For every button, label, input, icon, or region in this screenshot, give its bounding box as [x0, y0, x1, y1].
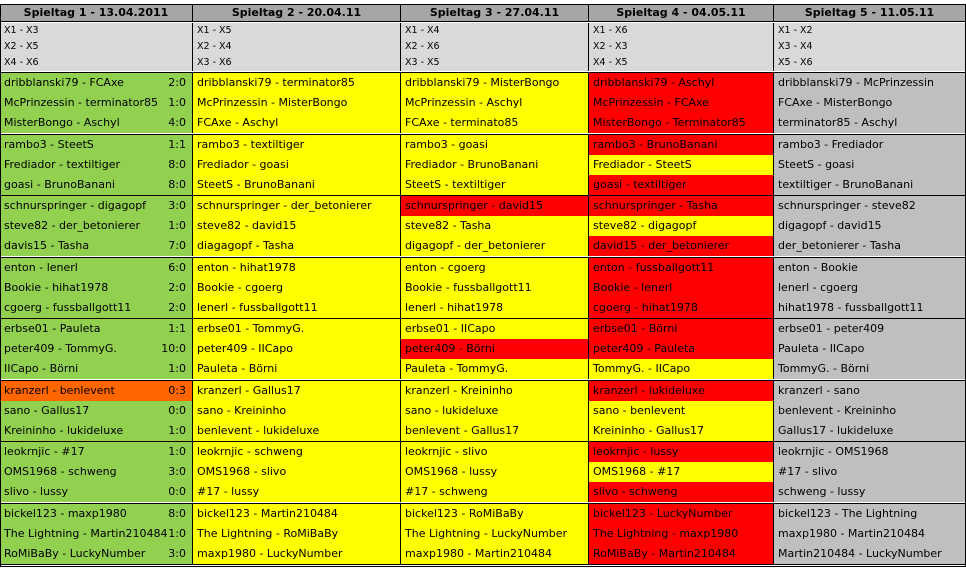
match-row — [0, 196, 193, 216]
match-row — [401, 278, 589, 298]
match-row — [774, 359, 966, 379]
match-row — [0, 175, 193, 195]
match-pairing: dribblanski79 - Aschyl — [593, 76, 715, 89]
match-row — [401, 93, 589, 113]
match-row — [193, 524, 401, 544]
match-pairing: dribblanski79 - MisterBongo — [405, 76, 560, 89]
match-score: 2:0 — [168, 280, 186, 294]
match-pairing: McPrinzessin - FCAxe — [593, 96, 709, 109]
match-pairing: dribblanski79 - FCAxe — [4, 76, 124, 89]
match-row — [589, 504, 774, 524]
match-row — [774, 339, 966, 359]
match-pairing: steve82 - der_betonierer — [4, 219, 140, 232]
match-pairing: Bookie - fussballgott11 — [405, 280, 532, 294]
match-pairing: OMS1968 - lussy — [405, 465, 498, 478]
match-pairing: Bookie - cgoerg — [197, 280, 284, 294]
column-spieltag-4 — [589, 4, 774, 567]
match-row — [193, 401, 401, 421]
match-pairing: leokrnjic - OMS1968 — [778, 445, 889, 458]
match-row — [193, 93, 401, 113]
match-pairing: enton - cgoerg — [405, 260, 486, 274]
match-row — [774, 401, 966, 421]
schedule-pairing: X2 - X6 — [401, 39, 589, 55]
match-pairing: peter409 - IICapo — [197, 342, 293, 355]
match-row — [589, 278, 774, 298]
match-pairing: The Lightning - RoMiBaBy — [197, 526, 339, 540]
match-row — [774, 135, 966, 155]
match-row — [193, 421, 401, 441]
match-score: 1:0 — [168, 423, 186, 437]
schedule-pairing: X2 - X5 — [0, 39, 193, 55]
match-pairing: SteetS - goasi — [778, 157, 855, 171]
match-pairing: bickel123 - LuckyNumber — [593, 506, 733, 520]
match-row — [589, 73, 774, 93]
match-pairing: goasi - BrunoBanani — [4, 177, 115, 191]
match-pairing: #17 - slivo — [778, 465, 838, 478]
schedule-pairing: X1 - X5 — [193, 23, 401, 39]
match-row — [0, 524, 193, 544]
match-row — [193, 175, 401, 195]
match-pairing: kranzerl - lukideluxe — [593, 383, 705, 397]
match-row — [774, 442, 966, 462]
match-pairing: enton - Bookie — [778, 260, 858, 274]
match-pairing: FCAxe - terminato85 — [405, 116, 519, 129]
match-row — [589, 339, 774, 359]
match-row — [0, 359, 193, 379]
match-row — [401, 175, 589, 195]
match-row — [401, 504, 589, 524]
match-row — [193, 298, 401, 318]
match-row — [774, 544, 966, 564]
match-row — [401, 113, 589, 133]
match-pairing: lenerl - cgoerg — [778, 280, 858, 294]
match-row — [401, 339, 589, 359]
match-pairing: lenerl - hihat1978 — [405, 300, 504, 314]
match-row — [193, 73, 401, 93]
match-pairing: The Lightning - Martin210484 — [4, 526, 168, 540]
match-row — [774, 421, 966, 441]
match-pairing: RoMiBaBy - Martin210484 — [593, 546, 736, 560]
match-row — [401, 216, 589, 236]
column-spieltag-1 — [0, 4, 193, 567]
match-row — [589, 236, 774, 256]
match-row — [589, 216, 774, 236]
match-row — [0, 113, 193, 133]
match-row — [0, 73, 193, 93]
match-row — [193, 319, 401, 339]
match-row — [589, 524, 774, 544]
match-row — [401, 155, 589, 175]
match-row — [401, 196, 589, 216]
match-row — [774, 462, 966, 482]
match-pairing: McPrinzessin - Aschyl — [405, 96, 523, 109]
match-pairing: TommyG. - IICapo — [593, 362, 691, 375]
match-pairing: cgoerg - fussballgott11 — [4, 300, 132, 314]
match-row — [193, 135, 401, 155]
match-pairing: sano - lukideluxe — [405, 403, 499, 417]
match-pairing: schnurspringer - Tasha — [593, 199, 718, 212]
match-pairing: SteetS - textiltiger — [405, 177, 506, 191]
match-row — [774, 524, 966, 544]
schedule-pairing: X5 - X6 — [774, 55, 966, 71]
match-row — [774, 93, 966, 113]
match-pairing: kranzerl - benlevent — [4, 383, 115, 397]
match-pairing: benlevent - Kreininho — [778, 403, 897, 417]
match-row — [774, 175, 966, 195]
match-pairing: sano - Gallus17 — [4, 403, 90, 417]
match-row — [0, 135, 193, 155]
match-row — [193, 258, 401, 278]
match-score: 1:0 — [168, 219, 186, 232]
match-row — [774, 196, 966, 216]
match-pairing: davis15 - Tasha — [4, 239, 90, 252]
match-row — [774, 258, 966, 278]
match-pairing: maxp1980 - LuckyNumber — [197, 546, 343, 560]
match-pairing: rambo3 - textiltiger — [197, 137, 305, 151]
match-pairing: cgoerg - hihat1978 — [593, 300, 698, 314]
match-pairing: rambo3 - SteetS — [4, 137, 94, 151]
match-row — [0, 381, 193, 401]
match-row — [774, 381, 966, 401]
match-score: 2:0 — [168, 76, 186, 89]
match-row — [0, 298, 193, 318]
schedule-pairing: X3 - X4 — [774, 39, 966, 55]
match-pairing: erbse01 - TommyG. — [197, 322, 305, 335]
match-pairing: enton - lenerl — [4, 260, 78, 274]
column-spieltag-2 — [193, 4, 401, 567]
divider — [589, 564, 774, 565]
match-pairing: peter409 - Börni — [405, 342, 495, 355]
match-score: 7:0 — [168, 239, 186, 252]
match-pairing: erbse01 - peter409 — [778, 322, 885, 335]
match-pairing: rambo3 - Frediador — [778, 137, 884, 151]
match-score: 1:1 — [168, 137, 186, 151]
match-pairing: maxp1980 - Martin210484 — [405, 546, 552, 560]
schedule-pairing: X4 - X5 — [589, 55, 774, 71]
match-pairing: OMS1968 - #17 — [593, 465, 681, 478]
match-pairing: sano - Kreininho — [197, 403, 287, 417]
match-row — [401, 442, 589, 462]
match-row — [0, 93, 193, 113]
match-pairing: Frediador - textiltiger — [4, 157, 121, 171]
schedule-pairing: X4 - X6 — [0, 55, 193, 71]
match-pairing: Frediador - BrunoBanani — [405, 157, 539, 171]
match-pairing: rambo3 - goasi — [405, 137, 488, 151]
match-row — [0, 319, 193, 339]
match-row — [0, 236, 193, 256]
schedule-pairing: X1 - X6 — [589, 23, 774, 39]
match-row — [589, 155, 774, 175]
match-pairing: steve82 - david15 — [197, 219, 297, 232]
match-pairing: Kreininho - Gallus17 — [593, 423, 705, 437]
match-pairing: IICapo - Börni — [4, 362, 79, 375]
match-pairing: benlevent - lukideluxe — [197, 423, 320, 437]
match-pairing: schnurspringer - digagopf — [4, 199, 147, 212]
match-row — [589, 175, 774, 195]
match-row — [0, 258, 193, 278]
match-pairing: benlevent - Gallus17 — [405, 423, 520, 437]
match-pairing: Pauleta - TommyG. — [405, 362, 509, 375]
column-header: Spieltag 4 - 04.05.11 — [589, 4, 774, 22]
match-pairing: erbse01 - IICapo — [405, 322, 496, 335]
match-pairing: leokrnjic - slivo — [405, 445, 488, 458]
match-score: 6:0 — [168, 260, 186, 274]
match-pairing: textiltiger - BrunoBanani — [778, 177, 914, 191]
match-pairing: Frediador - SteetS — [593, 157, 692, 171]
schedule-pairing: X3 - X6 — [193, 55, 401, 71]
match-pairing: maxp1980 - Martin210484 — [778, 526, 925, 540]
match-pairing: Frediador - goasi — [197, 157, 289, 171]
match-score: 1:0 — [168, 96, 186, 109]
match-row — [193, 381, 401, 401]
match-pairing: erbse01 - Börni — [593, 322, 678, 335]
match-row — [774, 319, 966, 339]
match-row — [193, 359, 401, 379]
match-pairing: RoMiBaBy - LuckyNumber — [4, 546, 146, 560]
match-row — [401, 359, 589, 379]
match-row — [401, 421, 589, 441]
match-pairing: #17 - schweng — [405, 485, 488, 498]
match-pairing: lenerl - fussballgott11 — [197, 300, 318, 314]
match-pairing: TommyG. - Börni — [778, 362, 870, 375]
match-row — [401, 236, 589, 256]
match-row — [193, 544, 401, 564]
match-row — [589, 442, 774, 462]
match-pairing: McPrinzessin - MisterBongo — [197, 96, 348, 109]
match-row — [401, 381, 589, 401]
column-header: Spieltag 1 - 13.04.2011 — [0, 4, 193, 22]
match-row — [401, 258, 589, 278]
match-pairing: digagopf - der_betonierer — [405, 239, 546, 252]
divider — [193, 564, 401, 565]
match-row — [193, 236, 401, 256]
match-score: 8:0 — [168, 506, 186, 520]
match-score: 10:0 — [161, 342, 186, 355]
match-row — [774, 298, 966, 318]
match-row — [401, 524, 589, 544]
match-pairing: leokrnjic - schweng — [197, 445, 303, 458]
match-row — [589, 258, 774, 278]
match-score: 1:0 — [168, 526, 186, 540]
match-row — [401, 319, 589, 339]
match-score: 2:0 — [168, 300, 186, 314]
schedule-pairing: X2 - X4 — [193, 39, 401, 55]
match-row — [0, 216, 193, 236]
match-pairing: SteetS - BrunoBanani — [197, 177, 315, 191]
match-pairing: steve82 - digagopf — [593, 219, 697, 232]
match-pairing: slivo - lussy — [4, 485, 69, 498]
match-pairing: schnurspringer - der_betonierer — [197, 199, 372, 212]
match-row — [0, 278, 193, 298]
schedule-pairing: X2 - X3 — [589, 39, 774, 55]
match-pairing: rambo3 - BrunoBanani — [593, 137, 718, 151]
match-row — [589, 401, 774, 421]
match-row — [0, 155, 193, 175]
match-pairing: goasi - textiltiger — [593, 177, 687, 191]
match-pairing: schnurspringer - steve82 — [778, 199, 916, 212]
match-row — [193, 113, 401, 133]
match-pairing: der_betonierer - Tasha — [778, 239, 901, 252]
match-row — [774, 278, 966, 298]
match-pairing: MisterBongo - Aschyl — [4, 116, 120, 129]
match-row — [193, 442, 401, 462]
divider — [774, 564, 966, 565]
match-row — [589, 93, 774, 113]
schedule-pairing: X1 - X3 — [0, 23, 193, 39]
match-row — [0, 401, 193, 421]
match-pairing: peter409 - TommyG. — [4, 342, 117, 355]
match-row — [401, 73, 589, 93]
match-score: 1:0 — [168, 445, 186, 458]
match-pairing: bickel123 - The Lightning — [778, 506, 918, 520]
match-pairing: peter409 - Pauleta — [593, 342, 696, 355]
match-row — [0, 482, 193, 502]
match-pairing: OMS1968 - slivo — [197, 465, 287, 478]
match-row — [589, 135, 774, 155]
column-spieltag-5 — [774, 4, 966, 567]
match-pairing: leokrnjic - #17 — [4, 445, 85, 458]
column-header: Spieltag 5 - 11.05.11 — [774, 4, 966, 22]
match-pairing: leokrnjic - lussy — [593, 445, 679, 458]
schedule-pairing: X1 - X4 — [401, 23, 589, 39]
match-pairing: enton - fussballgott11 — [593, 260, 715, 274]
match-score: 0:0 — [168, 403, 186, 417]
match-row — [774, 216, 966, 236]
match-pairing: bickel123 - maxp1980 — [4, 506, 127, 520]
match-row — [774, 113, 966, 133]
match-row — [589, 381, 774, 401]
match-pairing: Bookie - hihat1978 — [4, 280, 109, 294]
match-row — [193, 278, 401, 298]
match-pairing: enton - hihat1978 — [197, 260, 296, 274]
match-pairing: david15 - der_betonierer — [593, 239, 730, 252]
match-pairing: digagopf - david15 — [778, 219, 882, 232]
column-header: Spieltag 3 - 27.04.11 — [401, 4, 589, 22]
match-row — [0, 462, 193, 482]
divider — [0, 564, 193, 565]
match-pairing: Pauleta - Börni — [197, 362, 278, 375]
match-pairing: kranzerl - Kreininho — [405, 383, 513, 397]
match-pairing: erbse01 - Pauleta — [4, 322, 101, 335]
match-row — [401, 544, 589, 564]
match-pairing: FCAxe - Aschyl — [197, 116, 279, 129]
match-pairing: schnurspringer - david15 — [405, 199, 543, 212]
match-score: 1:0 — [168, 362, 186, 375]
match-pairing: kranzerl - Gallus17 — [197, 383, 301, 397]
match-pairing: Bookie - lenerl — [593, 280, 673, 294]
match-row — [401, 401, 589, 421]
match-row — [401, 298, 589, 318]
match-row — [193, 482, 401, 502]
match-row — [193, 155, 401, 175]
match-pairing: OMS1968 - schweng — [4, 465, 117, 478]
match-row — [589, 196, 774, 216]
match-row — [589, 421, 774, 441]
match-row — [193, 504, 401, 524]
match-row — [774, 504, 966, 524]
match-row — [0, 544, 193, 564]
match-row — [589, 113, 774, 133]
match-pairing: dribblanski79 - terminator85 — [197, 76, 355, 89]
match-pairing: kranzerl - sano — [778, 383, 860, 397]
match-pairing: diagagopf - Tasha — [197, 239, 295, 252]
match-row — [401, 462, 589, 482]
match-score: 8:0 — [168, 157, 186, 171]
match-row — [774, 73, 966, 93]
match-pairing: MisterBongo - Terminator85 — [593, 116, 746, 129]
match-pairing: Martin210484 - LuckyNumber — [778, 546, 942, 560]
match-score: 3:0 — [168, 465, 186, 478]
match-row — [774, 236, 966, 256]
match-row — [193, 196, 401, 216]
match-pairing: hihat1978 - fussballgott11 — [778, 300, 924, 314]
match-pairing: bickel123 - Martin210484 — [197, 506, 338, 520]
match-pairing: sano - benlevent — [593, 403, 686, 417]
column-spieltag-3 — [401, 4, 589, 567]
match-score: 0:3 — [168, 383, 186, 397]
match-row — [589, 319, 774, 339]
match-row — [589, 359, 774, 379]
match-score: 0:0 — [168, 485, 186, 498]
schedule-pairing: X3 - X5 — [401, 55, 589, 71]
match-pairing: The Lightning - maxp1980 — [593, 526, 739, 540]
match-row — [774, 155, 966, 175]
match-pairing: slivo - schweng — [593, 485, 678, 498]
match-row — [0, 442, 193, 462]
match-pairing: #17 - lussy — [197, 485, 260, 498]
match-pairing: Kreininho - lukideluxe — [4, 423, 124, 437]
match-score: 3:0 — [168, 546, 186, 560]
match-row — [193, 339, 401, 359]
match-pairing: Gallus17 - lukideluxe — [778, 423, 894, 437]
match-pairing: steve82 - Tasha — [405, 219, 492, 232]
column-header: Spieltag 2 - 20.04.11 — [193, 4, 401, 22]
match-row — [401, 135, 589, 155]
match-score: 3:0 — [168, 199, 186, 212]
divider — [401, 564, 589, 565]
match-row — [589, 482, 774, 502]
match-score: 1:1 — [168, 322, 186, 335]
match-row — [0, 339, 193, 359]
match-pairing: terminator85 - Aschyl — [778, 116, 898, 129]
schedule-pairing: X1 - X2 — [774, 23, 966, 39]
match-row — [589, 298, 774, 318]
match-row — [589, 462, 774, 482]
match-pairing: McPrinzessin - terminator85 — [4, 96, 158, 109]
match-score: 4:0 — [168, 116, 186, 129]
match-pairing: schweng - lussy — [778, 485, 866, 498]
match-row — [589, 544, 774, 564]
match-row — [774, 482, 966, 502]
match-pairing: Pauleta - IICapo — [778, 342, 865, 355]
match-score: 8:0 — [168, 177, 186, 191]
match-row — [0, 504, 193, 524]
match-pairing: The Lightning - LuckyNumber — [405, 526, 567, 540]
match-row — [193, 216, 401, 236]
match-pairing: FCAxe - MisterBongo — [778, 96, 893, 109]
match-row — [0, 421, 193, 441]
match-row — [193, 462, 401, 482]
match-pairing: bickel123 - RoMiBaBy — [405, 506, 524, 520]
match-row — [401, 482, 589, 502]
match-pairing: dribblanski79 - McPrinzessin — [778, 76, 934, 89]
